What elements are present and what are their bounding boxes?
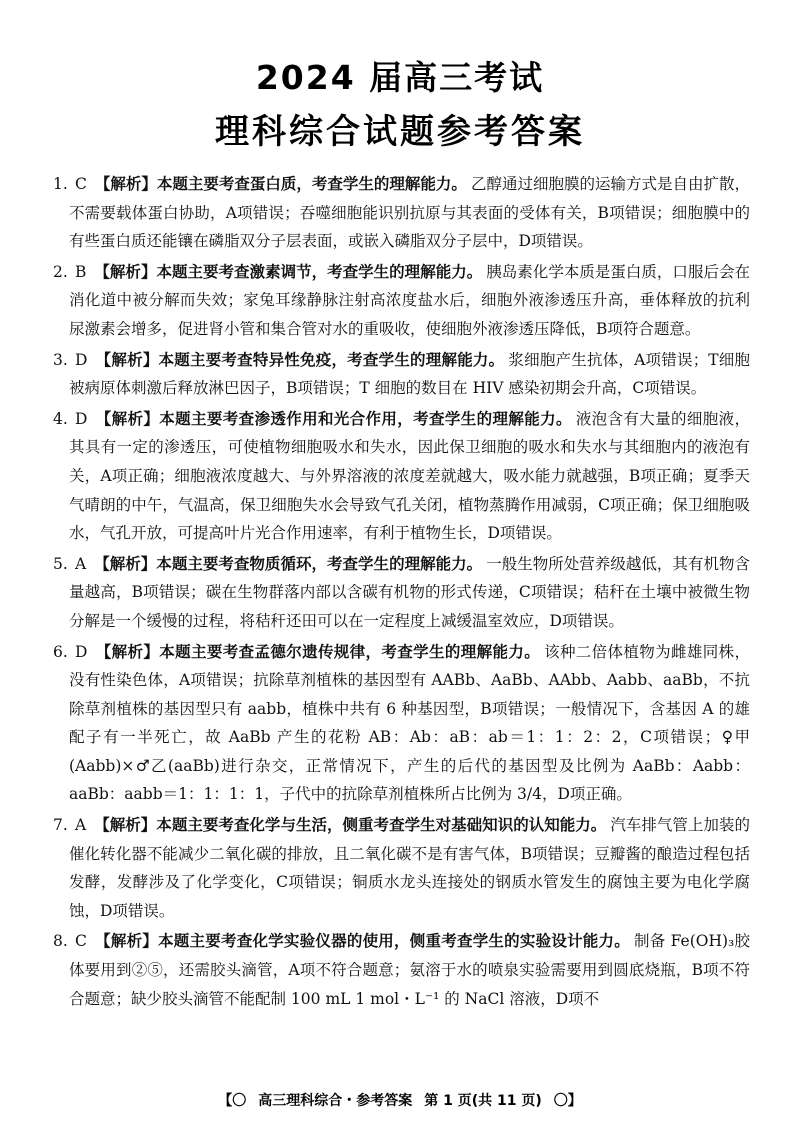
analysis-lead: 本题主要考查蛋白质，考查学生的理解能力。	[156, 175, 467, 193]
question-number: 6.	[53, 642, 68, 661]
analysis-lead: 本题主要考查激素调节，考查学生的理解能力。	[156, 262, 483, 281]
analysis-text: 一般生物所处营养级越低，其有机物含量越高，B项错误；碳在生物群落内部以含碳有机物的形式传递，C项错误；秸秆在土壤中被微生物分解是一个缓慢的过程，将秸秆还田可以在一定程度上减缓温室效应，D项错误。	[69, 554, 750, 630]
analysis-lead: 本题主要考查特异性免疫，考查学生的理解能力。	[158, 350, 505, 369]
answer-key-title: 理科综合试题参考答案	[215, 112, 585, 152]
analysis-tag: 【解析】	[95, 642, 160, 661]
answer-item-6	[55, 638, 750, 810]
answer-choice: A	[75, 554, 87, 573]
answer-choice: C	[75, 932, 87, 951]
analysis-tag: 【解析】	[94, 816, 157, 835]
answer-list	[55, 170, 750, 1015]
question-number: 2.	[53, 262, 68, 281]
page-number: 第 1 页(共 11 页)	[424, 1093, 542, 1109]
analysis-text: 乙醇通过细胞膜的运输方式是自由扩散，不需要载体蛋白协助，A项错误；吞噬细胞能识别抗原与其表面的受体有关，B项错误；细胞膜中的有些蛋白质还能镶在磷脂双分子层表面，或嵌入磷脂双分子层中，D项错误。	[69, 175, 750, 251]
footer-right-mark: 〇】	[553, 1093, 582, 1109]
answer-item-8	[55, 927, 750, 1013]
analysis-text: 制备 Fe(OH)₃胶体要用到②⑤，还需胶头滴管，A项不符合题意；氨溶于水的喷泉实验需要用到圆底烧瓶，B项不符合题意；缺少胶头滴管不能配制 100 mL 1 mol・L⁻¹ 的 NaCl 溶液，D项不	[69, 932, 750, 1008]
answer-item-3	[55, 346, 750, 403]
analysis-tag: 【解析】	[95, 350, 159, 369]
analysis-tag: 【解析】	[95, 409, 160, 428]
analysis-lead: 本题主要考查孟德尔遗传规律，考查学生的理解能力。	[159, 642, 541, 661]
answer-item-4	[55, 405, 750, 548]
analysis-text: 该种二倍体植物为雌雄同株，没有性染色体，A项错误；抗除草剂植株的基因型有 AABb、AaBb、AAbb、Aabb、aaBb，不抗除草剂植株的基因型只有 aabb，植株中共有 6 种基因型，B项错误；一般情况下，含基因 A 的雄配子有一半死亡，故 AaBb 产生的花粉 AB：Ab：aB：ab＝1：1：2：2，C项错误；♀甲(Aabb)×♂乙(aaBb)进行杂交，正常情况下，产生的后代的基因型及比例为 AaBb：Aabb：aaBb：aabb＝1：1：1：1，子代中的抗除草剂植株所占比例为 3/4，D项正确。	[69, 642, 750, 804]
question-number: 1.	[53, 175, 68, 193]
analysis-text: 液泡含有大量的细胞液，其具有一定的渗透压，可使植物细胞吸水和失水，因此保卫细胞的吸水和失水与其细胞内的液泡有关，A项正确；细胞液浓度越大、与外界溶液的浓度差就越大，吸水能力就越强，B项正确；夏季天气晴朗的中午，气温高，保卫细胞失水会导致气孔关闭，植物蒸腾作用减弱，C项正确；保卫细胞吸水，气孔开放，可提高叶片光合作用速率，有利于植物生长，D项错误。	[69, 409, 750, 543]
analysis-tag: 【解析】	[94, 175, 157, 193]
answer-choice: B	[75, 262, 87, 281]
question-number: 8.	[53, 932, 68, 951]
analysis-lead: 本题主要考查渗透作用和光合作用，考查学生的理解能力。	[159, 409, 572, 428]
analysis-tag: 【解析】	[94, 554, 157, 573]
answer-item-5	[55, 550, 750, 636]
question-number: 7.	[53, 816, 68, 835]
exam-title: 2024 届高三考试	[255, 58, 545, 97]
page-footer	[0, 1090, 800, 1110]
answer-choice: C	[75, 175, 87, 193]
footer-left-mark: 【〇	[218, 1093, 247, 1109]
analysis-text: 汽车排气管上加装的催化转化器不能减少二氧化碳的排放，且二氧化碳不是有害气体，B项错误；豆瓣酱的酿造过程包括发酵，发酵涉及了化学变化，C项错误；铜质水龙头连接处的钢质水管发生的腐蚀主要为电化学腐蚀，D项错误。	[69, 816, 750, 920]
analysis-lead: 本题主要考查化学与生活，侧重考查学生对基础知识的认知能力。	[156, 816, 607, 835]
question-number: 4.	[53, 409, 68, 428]
answer-item-2	[55, 258, 750, 344]
answer-item-1	[55, 170, 750, 256]
question-number: 3.	[53, 350, 68, 369]
answer-choice: D	[75, 642, 88, 661]
analysis-text: 胰岛素化学本质是蛋白质，口服后会在消化道中被分解而失效；家兔耳缘静脉注射高浓度盐水后，细胞外液渗透压升高，垂体释放的抗利尿激素会增多，促进肾小管和集合管对水的重吸收，使细胞外液渗透压降低，B项符合题意。	[69, 262, 750, 338]
analysis-lead: 本题主要考查物质循环，考查学生的理解能力。	[156, 554, 483, 573]
analysis-tag: 【解析】	[94, 262, 157, 281]
answer-item-7	[55, 811, 750, 925]
footer-label: 高三理科综合・参考答案	[258, 1093, 413, 1109]
analysis-lead: 本题主要考查化学实验仪器的使用，侧重考查学生的实验设计能力。	[158, 932, 631, 951]
answer-choice: D	[75, 350, 88, 369]
question-number: 5.	[53, 554, 68, 573]
answer-choice: A	[75, 816, 87, 835]
answer-choice: D	[75, 409, 88, 428]
analysis-text: 浆细胞产生抗体，A项错误；T细胞被病原体刺激后释放淋巴因子，B项错误；T 细胞的数目在 HIV 感染初期会升高，C项错误。	[69, 350, 750, 398]
analysis-tag: 【解析】	[94, 932, 159, 951]
